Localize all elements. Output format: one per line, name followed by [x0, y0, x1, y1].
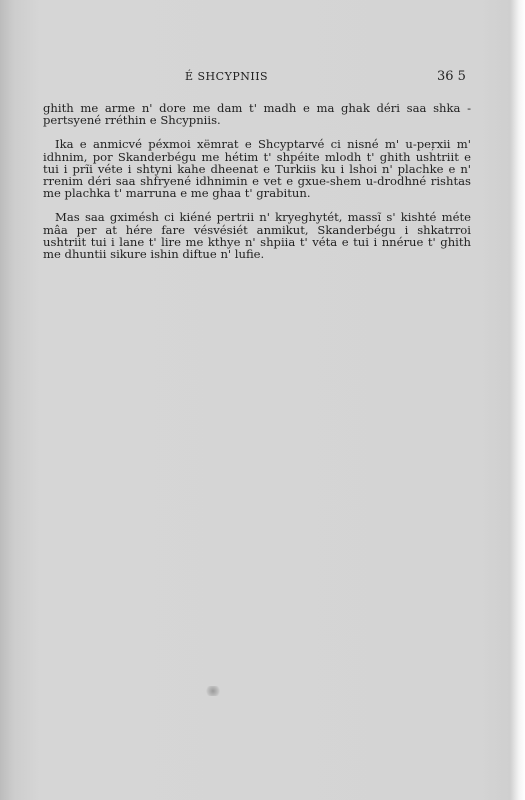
paragraph: Ika e anmicvé péxmoi xëmrat e Shcyptarvé ci nisné m' u-peŗxii m' idhnim, por Skanderbégu me hétim t' shpéite mlodh t' ghith ushtriit e tui i prĩi véte i shtyni kahe dheenat e Turkiis ku i lshoi n' plachke e n' rrenim déri saa shfryené idhnimin e vet e gxue-shem u-drodhné rishtas me plachka t' marruna e me ghaa t' grabitun.: [43, 137, 471, 201]
ink-smudge: [205, 686, 221, 696]
paragraph: Mas saa gximésh ci kiéné pertrii n' kryeghytét, massĩ s' kishté méte mâa per at hére fare vésvésiét anmikut, Skanderbégu i shkatrroi ushtriit tui i lane t' lire me kthye n' shpiia t' véta e tui i nnérue t' ghith me dhuntii sikure ishin diftue n' lufie.: [43, 210, 471, 262]
running-title: É SHCYPNIIS: [185, 70, 269, 83]
paragraph-continued: ghith me arme n' dore me dam t' madh e ma ghak déri saa shka - pertsyené rréthin e Shcypniis.: [43, 101, 471, 128]
page-header: [0, 70, 525, 86]
page-number: 36 5: [437, 69, 466, 84]
body-text: [43, 102, 471, 272]
